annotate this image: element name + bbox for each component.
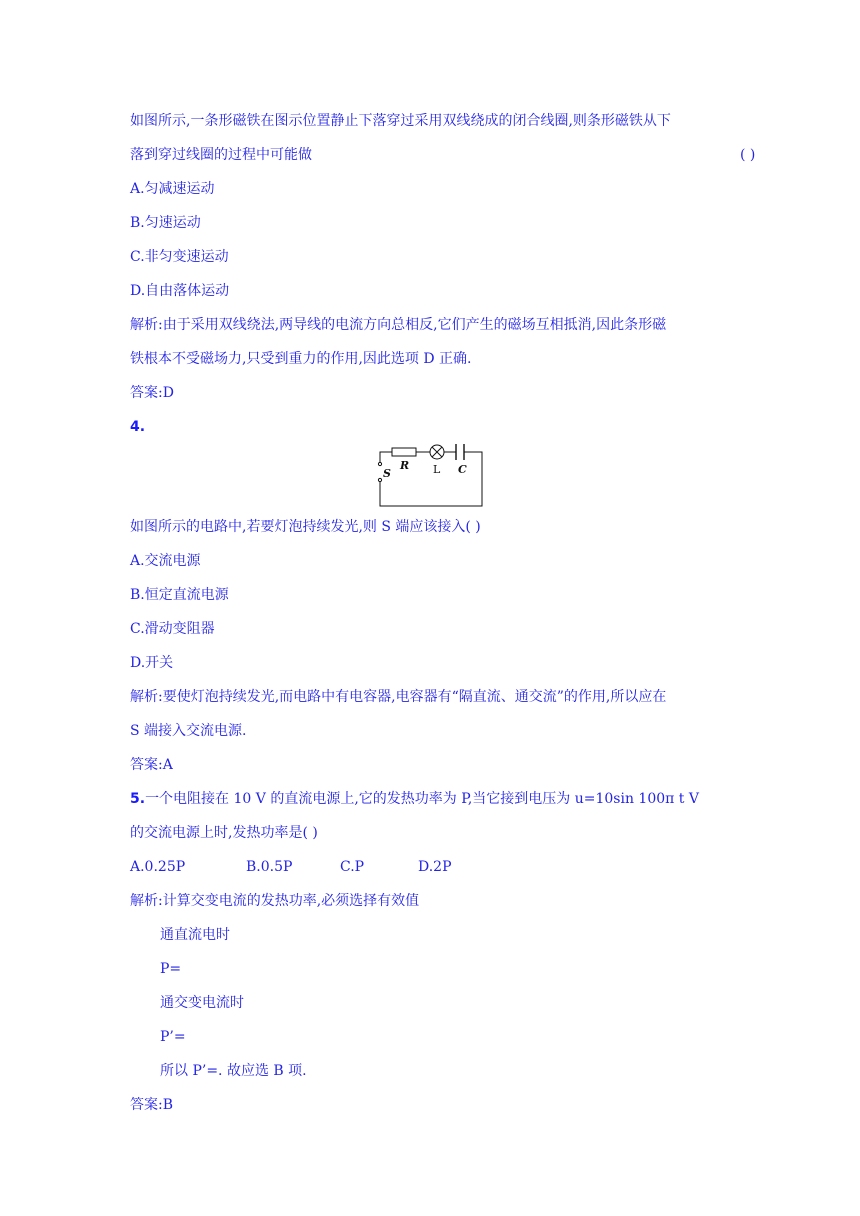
q5-sub-p-eq: P= (160, 961, 182, 977)
q5-sub-p-prime-eq: P’= (160, 1029, 186, 1045)
q3-analysis-line2: 铁根本不受磁场力,只受到重力的作用,因此选项 D 正确. (130, 351, 472, 367)
label-c: C (458, 463, 467, 476)
q5-option-c: C.P (340, 859, 365, 875)
q5-option-b: B.0.5P (246, 859, 293, 875)
q4-option-a: A.交流电源 (130, 553, 201, 569)
q3-analysis-line1: 解析:由于采用双线绕法,两导线的电流方向总相反,它们产生的磁场互相抵消,因此条形磁 (130, 317, 667, 333)
q5-stem-line1 (130, 790, 699, 808)
q5-sub-conclusion: 所以 P’=. 故应选 B 项. (160, 1063, 307, 1079)
q5-option-a: A.0.25P (130, 859, 186, 875)
label-s: S (383, 467, 391, 480)
terminal-top (378, 462, 381, 465)
q3-stem-line2: 落到穿过线圈的过程中可能做 (130, 147, 312, 163)
q3-option-b: B.匀速运动 (130, 215, 201, 231)
q3-option-d: D.自由落体运动 (130, 283, 230, 299)
q5-answer: 答案:B (130, 1097, 174, 1113)
q5-sub-ac: 通交变电流时 (160, 995, 244, 1011)
q5-stem-line2: 的交流电源上时,发热功率是( ) (130, 825, 318, 841)
terminal-bottom (378, 478, 381, 481)
q4-option-b: B.恒定直流电源 (130, 587, 229, 603)
q4-option-d: D.开关 (130, 655, 174, 671)
q4-stem: 如图所示的电路中,若要灯泡持续发光,则 S 端应该接入( ) (130, 519, 481, 535)
q3-answer: 答案:D (130, 385, 174, 401)
q3-answer-paren: ( ) (740, 147, 756, 163)
circuit-svg (370, 436, 490, 510)
resistor-symbol (392, 448, 416, 456)
label-l: L (433, 463, 441, 476)
q3-option-a: A.匀减速运动 (130, 181, 215, 197)
q3-option-c: C.非匀变速运动 (130, 249, 229, 265)
q5-sub-dc: 通直流电时 (160, 927, 230, 943)
q4-analysis-line2: S 端接入交流电源. (130, 723, 247, 739)
q5-analysis-line1: 解析:计算交变电流的发热功率,必须选择有效值 (130, 893, 420, 909)
label-r: R (400, 459, 410, 472)
wire-left-top (380, 452, 392, 464)
q4-answer: 答案:A (130, 757, 173, 773)
q3-stem-line1: 如图所示,一条形磁铁在图示位置静止下落穿过采用双线绕成的闭合线圈,则条形磁铁从下 (130, 113, 671, 129)
q5-options-row (130, 858, 452, 876)
q5-option-d: D.2P (418, 859, 452, 875)
q5-stem-text: 一个电阻接在 10 V 的直流电源上,它的发热功率为 P,当它接到电压为 u=10sin 100π t V (145, 791, 699, 807)
q5-number: 5. (130, 791, 146, 807)
circuit-diagram (370, 436, 490, 510)
q4-number: 4. (130, 419, 146, 435)
wire-right-bottom (380, 452, 482, 506)
q4-analysis-line1: 解析:要使灯泡持续发光,而电路中有电容器,电容器有“隔直流、通交流”的作用,所以应在 (130, 689, 667, 705)
q4-option-c: C.滑动变阻器 (130, 621, 215, 637)
